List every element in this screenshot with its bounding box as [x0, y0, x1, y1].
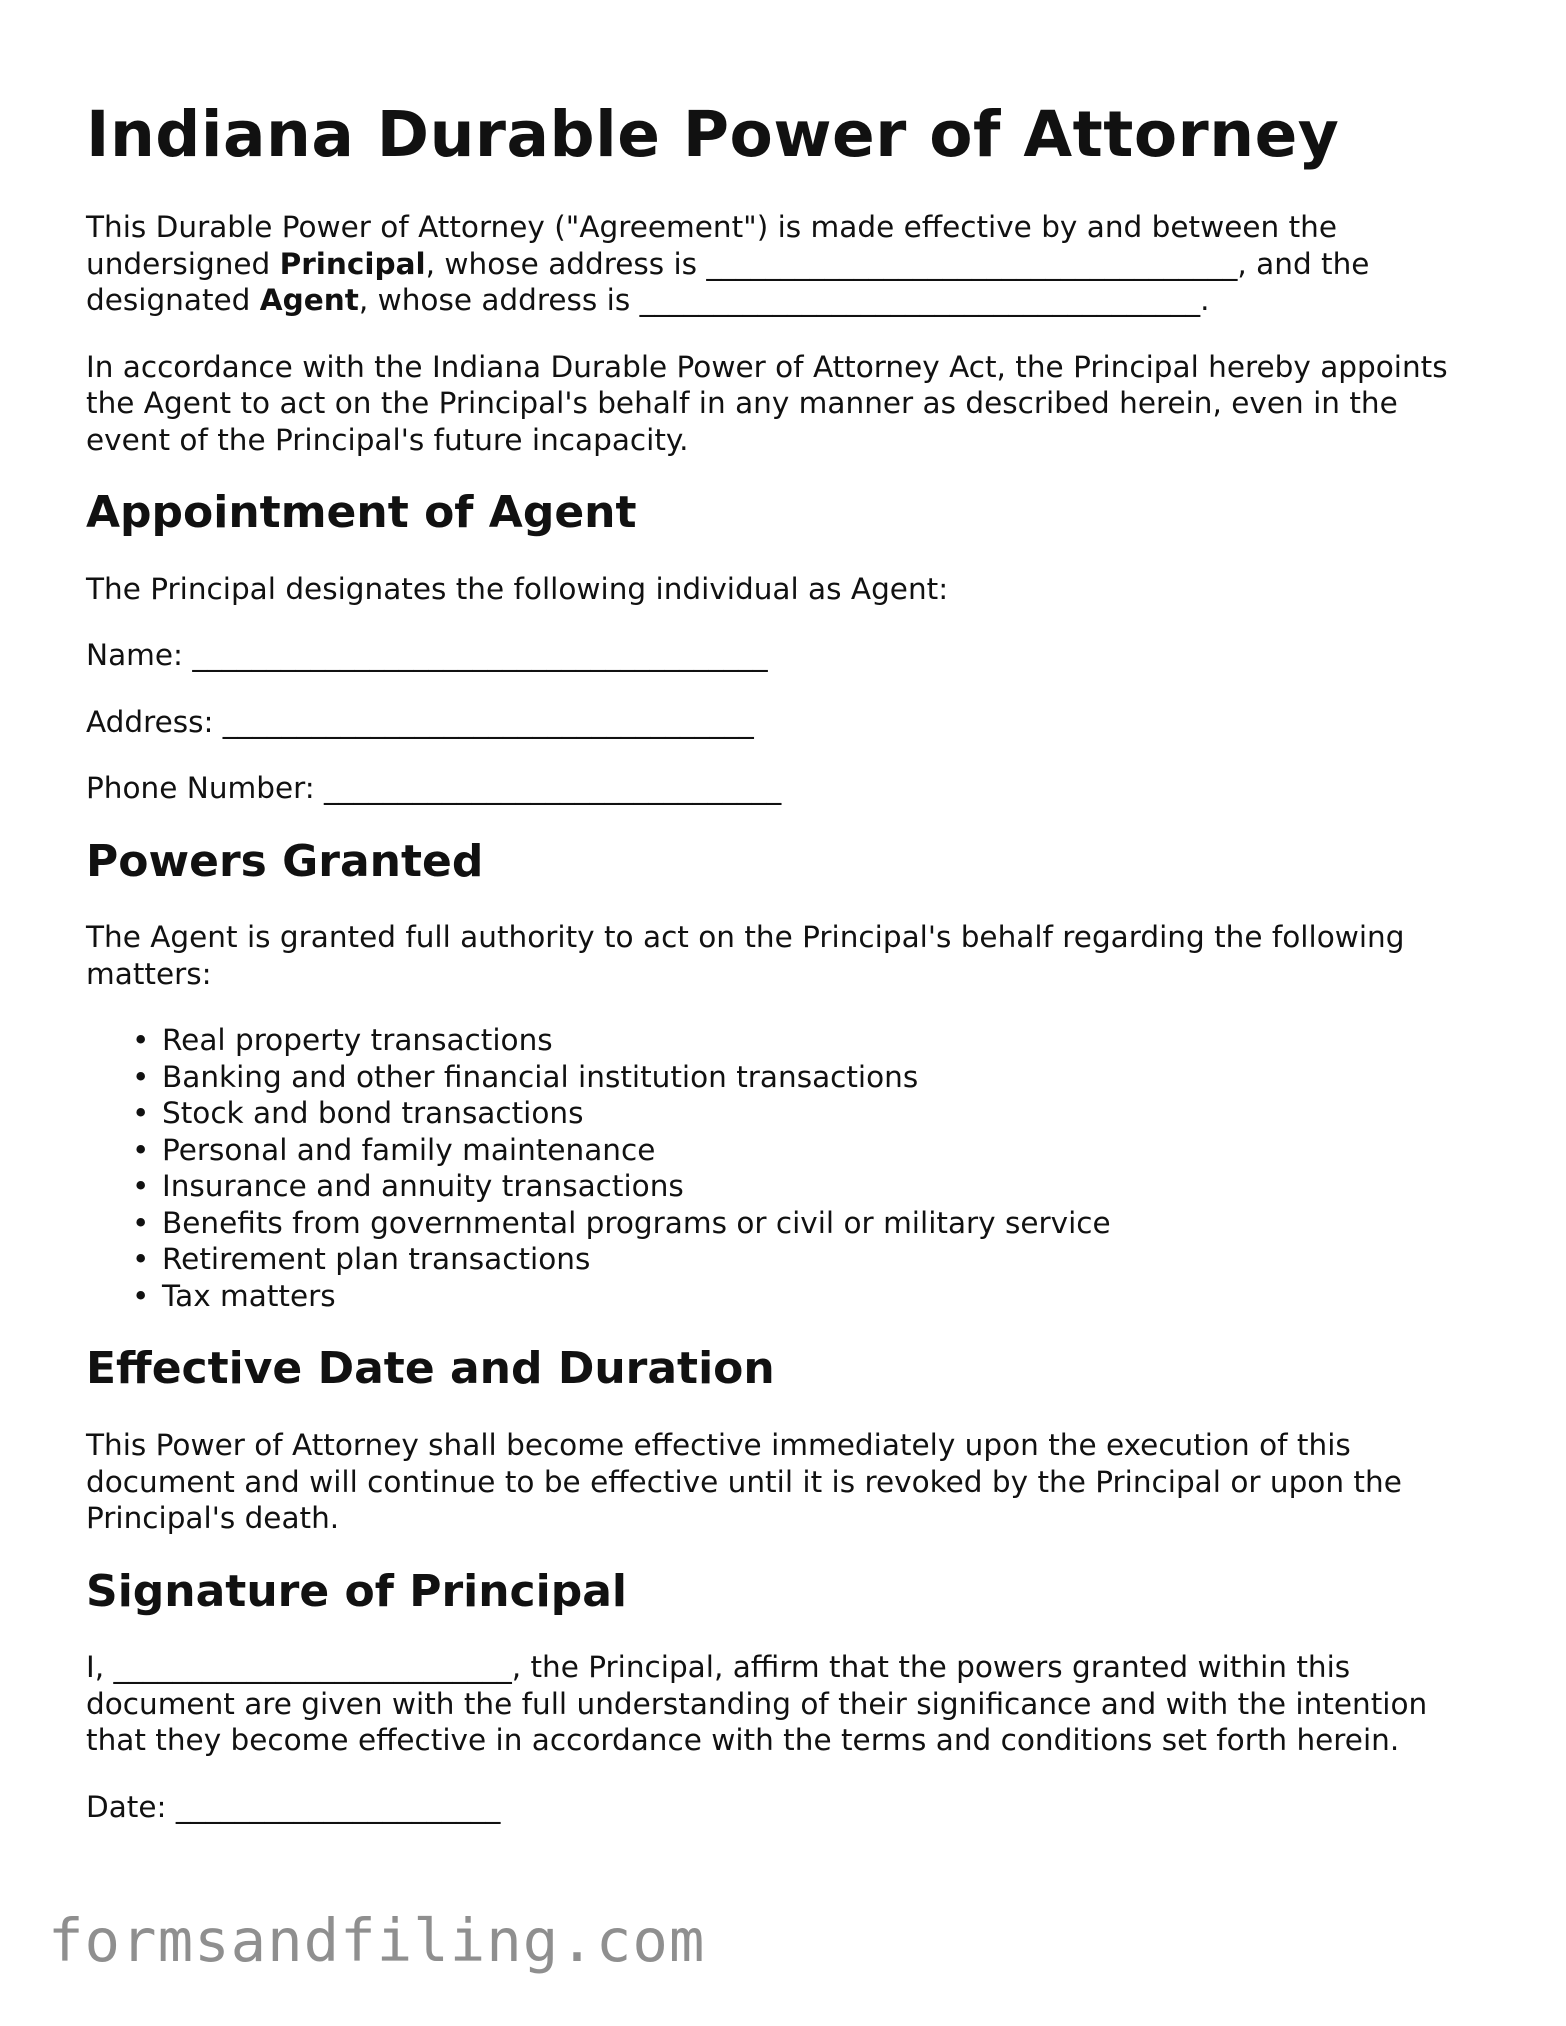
- list-item: • Banking and other financial institution transactions: [132, 1059, 919, 1094]
- list-item: • Real property transactions: [132, 1023, 553, 1058]
- list-item: • Tax matters: [132, 1278, 336, 1313]
- list-item: • Insurance and annuity transactions: [132, 1169, 684, 1204]
- section-heading-powers: Powers Granted: [86, 835, 484, 887]
- date-field: Date: ______________________: [86, 1789, 501, 1824]
- signature-body: I, ___________________________, the Principal, affirm that the powers granted within this document are given with the full understanding of their significance and with the intention that they become effective in accordance with the terms and conditions set forth herein.: [86, 1650, 1428, 1758]
- section-heading-appointment: Appointment of Agent: [86, 487, 637, 539]
- bullet-icon: •: [132, 1023, 150, 1058]
- bullet-icon: •: [132, 1205, 150, 1240]
- agent-address-field: Address: ____________________________________: [86, 704, 754, 739]
- bullet-icon: •: [132, 1242, 150, 1277]
- intro-text-a: This Durable Power of Attorney ("Agreement") is made effective by and between the undersigned: [86, 210, 1337, 281]
- principal-label: Principal: [279, 246, 426, 281]
- intro-text-c: , whose address is ______________________________________.: [358, 283, 1210, 318]
- site-watermark: formsandfiling.com: [48, 1906, 706, 1975]
- act-paragraph: In accordance with the Indiana Durable Power of Attorney Act, the Principal hereby appoints the Agent to act on the Principal's behalf in any manner as described herein, even in the event of the Principal's future incapacity.: [86, 349, 1448, 457]
- bullet-icon: •: [132, 1169, 150, 1204]
- list-item: • Benefits from governmental programs or civil or military service: [132, 1205, 1111, 1240]
- document-title: Indiana Durable Power of Attorney: [86, 98, 1340, 171]
- document-page: [86, 100, 1486, 1855]
- bullet-icon: •: [132, 1132, 150, 1167]
- powers-lead: The Agent is granted full authority to act on the Principal's behalf regarding the following matters:: [86, 920, 1405, 991]
- section-heading-effective: Effective Date and Duration: [86, 1343, 775, 1395]
- intro-paragraph: [86, 209, 1486, 319]
- agent-name-field: Name: _______________________________________: [86, 638, 768, 673]
- section-heading-signature: Signature of Principal: [86, 1565, 627, 1617]
- bullet-icon: •: [132, 1059, 150, 1094]
- powers-list: [86, 1022, 1486, 1314]
- appointment-lead: The Principal designates the following individual as Agent:: [86, 571, 949, 606]
- list-item: • Personal and family maintenance: [132, 1132, 656, 1167]
- list-item: • Retirement plan transactions: [132, 1242, 591, 1277]
- agent-label: Agent: [259, 283, 359, 318]
- bullet-icon: •: [132, 1096, 150, 1131]
- intro-text-b: , whose address is ____________________________________, and the designated: [86, 246, 1370, 318]
- bullet-icon: •: [132, 1278, 150, 1313]
- list-item: • Stock and bond transactions: [132, 1096, 584, 1131]
- effective-body: This Power of Attorney shall become effective immediately upon the execution of this document and will continue to be effective until it is revoked by the Principal or upon the Principal's death.: [86, 1428, 1402, 1536]
- agent-phone-field: Phone Number: _______________________________: [86, 771, 782, 806]
